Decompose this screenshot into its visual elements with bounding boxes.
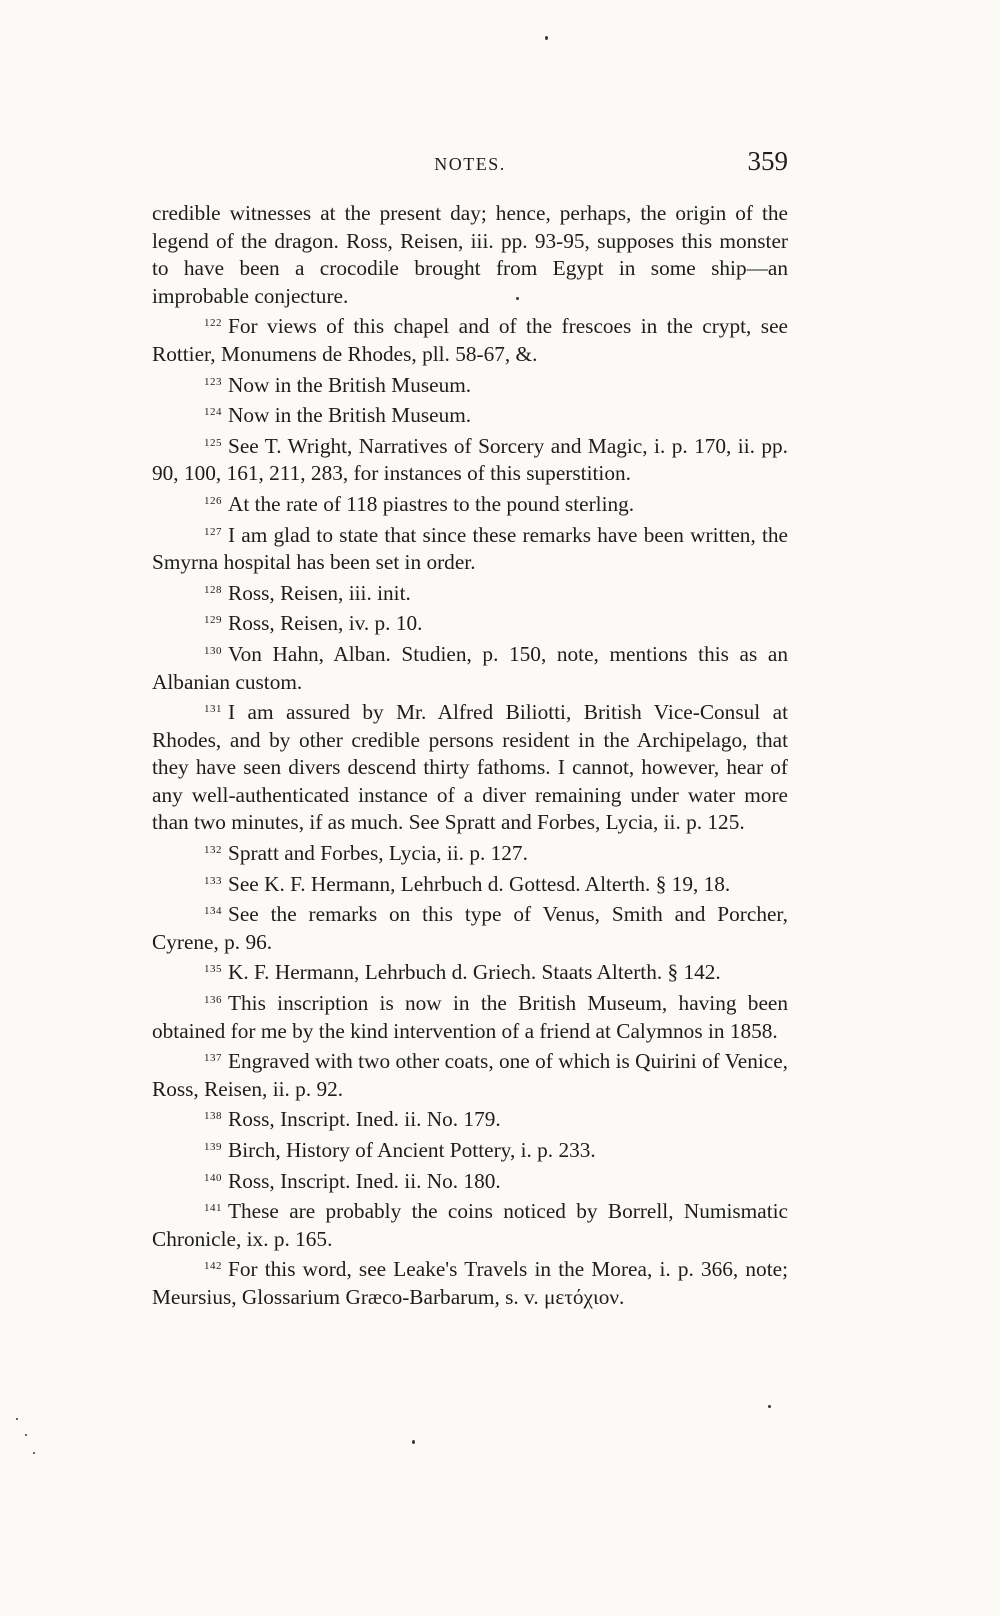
footnote <box>152 868 788 899</box>
footnote-number: 141 <box>204 1202 222 1215</box>
footnote-number: 138 <box>204 1110 222 1123</box>
footnote-text: At the rate of 118 piastres to the pound sterling. <box>228 491 635 516</box>
footnote-number: 132 <box>204 844 222 857</box>
footnote-number: 135 <box>204 963 222 976</box>
footnote-number: 122 <box>204 317 222 330</box>
footnote-number: 140 <box>204 1171 222 1184</box>
footnote-number: 126 <box>204 494 222 507</box>
footnote-text: Ross, Inscript. Ined. ii. No. 179. <box>228 1107 501 1132</box>
footnote-text: See the remarks on this type of Venus, Smith and Porcher, Cyrene, p. 96. <box>152 902 788 954</box>
print-speck <box>25 1434 27 1436</box>
footnote <box>152 1253 788 1311</box>
notes-list <box>152 310 788 1311</box>
footnote-number: 142 <box>204 1260 222 1273</box>
footnote-text: For views of this chapel and of the frescoes in the crypt, see Rottier, Monumens de Rhodes, pll. 58-67, &. <box>152 314 788 366</box>
footnote <box>152 898 788 956</box>
print-speck <box>545 36 548 40</box>
footnote <box>152 1195 788 1253</box>
footnote-text: Spratt and Forbes, Lycia, ii. p. 127. <box>228 841 528 866</box>
footnote-text: Engraved with two other coats, one of which is Quirini of Venice, Ross, Reisen, ii. p. 92. <box>152 1049 788 1101</box>
footnote <box>152 519 788 577</box>
footnote <box>152 430 788 488</box>
print-speck <box>516 297 519 300</box>
footnote-text: Ross, Reisen, iii. init. <box>228 580 411 605</box>
footnote-number: 139 <box>204 1141 222 1153</box>
footnote-number: 134 <box>204 905 222 918</box>
footnote-text: See T. Wright, Narratives of Sorcery and Magic, i. p. 170, ii. pp. 90, 100, 161, 211, 283, for instances of this superstition. <box>152 433 788 486</box>
footnote-number: 125 <box>204 436 222 449</box>
footnote-text: I am assured by Mr. Alfred Biliotti, British Vice-Consul at Rhodes, and by other credible persons resident in the Archipelago, that they have seen divers descend thirty fathoms. I cannot, however, hear of any well-authenticated instance of a diver remaining under water more than two minutes, if as much. See Spratt and Forbes, Lycia, ii. p. 125. <box>152 700 788 835</box>
footnote-text: Birch, History of Ancient Pottery, i. p. 233. <box>228 1138 596 1162</box>
footnote-text: I am glad to state that since these remarks have been written, the Smyrna hospital has been set in order. <box>152 522 788 575</box>
footnote-text: Ross, Reisen, iv. p. 10. <box>228 611 423 636</box>
print-speck <box>412 1440 415 1444</box>
page-header <box>152 146 788 186</box>
running-head: NOTES. <box>434 154 506 174</box>
footnote <box>152 638 788 696</box>
footnote <box>152 696 788 837</box>
footnote-text: Ross, Inscript. Ined. ii. No. 180. <box>228 1168 501 1193</box>
footnote-text: This inscription is now in the British Museum, having been obtained for me by the kind intervention of a friend at Calymnos in 1858. <box>152 991 788 1043</box>
footnote-text: Von Hahn, Alban. Studien, p. 150, note, mentions this as an Albanian custom. <box>152 641 788 694</box>
footnote <box>152 607 788 638</box>
footnote <box>152 310 788 368</box>
footnote <box>152 577 788 608</box>
footnote-number: 129 <box>204 614 222 627</box>
footnote-text: Now in the British Museum. <box>228 372 472 397</box>
footnote-text: K. F. Hermann, Lehrbuch d. Griech. Staats Alterth. § 142. <box>228 960 721 985</box>
footnote-number: 130 <box>204 644 222 657</box>
footnote <box>152 488 788 519</box>
footnote-number: 124 <box>204 406 222 419</box>
notes-body <box>152 200 788 1312</box>
footnote-number: 131 <box>204 703 222 716</box>
footnote <box>152 1045 788 1103</box>
print-speck <box>33 1452 35 1454</box>
page-number: 359 <box>747 146 788 176</box>
footnote-text: For this word, see Leake's Travels in the Morea, i. p. 366, note; Meursius, Glossarium Græco-Barbarum, s. v. μετόχιον. <box>152 1257 788 1309</box>
print-speck <box>16 1418 18 1420</box>
footnote <box>152 369 788 400</box>
footnote <box>152 1165 788 1196</box>
footnote-text: Now in the British Museum. <box>228 403 472 428</box>
footnote <box>152 1134 788 1165</box>
footnote <box>152 837 788 868</box>
note-continuation: credible witnesses at the present day; hence, perhaps, the origin of the legend of the dragon. Ross, Reisen, iii. pp. 93-95, supposes this monster to have been a crocodile brought from Egypt in some ship—an improbable conjecture. <box>152 201 788 308</box>
footnote <box>152 399 788 430</box>
footnote-text: See K. F. Hermann, Lehrbuch d. Gottesd. Alterth. § 19, 18. <box>228 871 731 896</box>
footnote-number: 127 <box>204 525 222 538</box>
footnote <box>152 1103 788 1134</box>
print-speck <box>768 1405 771 1408</box>
footnote-number: 136 <box>204 994 222 1007</box>
footnote-text: These are probably the coins noticed by Borrell, Numismatic Chronicle, ix. p. 165. <box>152 1199 788 1251</box>
footnote-number: 137 <box>204 1052 222 1065</box>
footnote <box>152 956 788 987</box>
footnote-number: 133 <box>204 874 222 887</box>
footnote-number: 128 <box>204 583 222 596</box>
footnote <box>152 987 788 1045</box>
footnote-number: 123 <box>204 375 222 388</box>
